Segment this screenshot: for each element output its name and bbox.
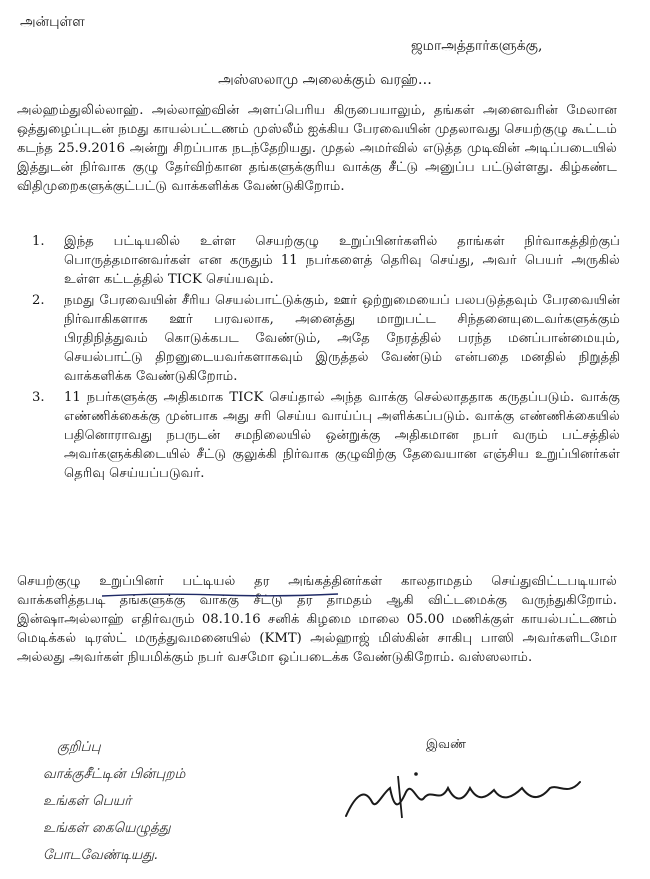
closing-paragraph: செயற்குழு உறுப்பினர் பட்டியல் தர அங்கத்தினர்கள் காலதாமதம் செய்துவிட்டபடியால் வாக்களித்தபடி தங்களுக்கு வாக்கு சீட்டு தர தாமதம் ஆகி விட்டமைக்கு வருந்துகிறோம். இன்ஷாஅல்லாஹ் எதிர்வரும் 08.10.16 சனிக் கிழமை மாலை 05.00 மணிக்குள் காயல்பட்டணம் மெடிக்கல் டிரஸ்ட் மருத்துவமனையில் (KMT) அல்ஹாஜ் மிஸ்கின் சாகிபு பாஸி அவர்களிடமோ அல்லது அவர்கள் நியமிக்கும் நபர் வசமோ ஒப்படைக்க வேண்டுகிறோம். வஸ்ஸலாம். — [17, 574, 617, 665]
rule-item — [32, 232, 620, 289]
rule-text: நமது பேரவையின் சீரிய செயல்பாட்டுக்கும், ஊர் ஒற்றுமையைப் பலபடுத்தவும் பேரவையின் நிர்வாகிகளாக ஊர் பரவலாக, அனைத்து மாறுபட்ட சிந்தனையுடைவர்களுக்கும் பிரதிநித்துவம் கொடுக்கபட வேண்டும், அதே நேரத்தில் பரந்த மனப்பான்மையும், செயல்பாட்டு திறனுடையவர்களாகவும் இருத்தல் வேண்டும் என்பதை மனதில் நிறுத்தி வாக்களிக்க வேண்டுகிறோம். — [64, 293, 620, 384]
note-line: உங்கள் பெயர் — [43, 793, 132, 809]
note-line: வாக்குசீட்டின் பின்புறம் — [43, 766, 186, 782]
salutation-right: ஜமாஅத்தார்களுக்கு, — [411, 38, 543, 54]
pen-underline-mark — [100, 592, 340, 598]
rule-text: இந்த பட்டியலில் உள்ள செயற்குழு உறுப்பினர்களில் தாங்கள் நிர்வாகத்திற்குப் பொருத்தமானவர்கள் என கருதும் 11 நபர்களைத் தெரிவு செய்து, அவர் பெயர் அருகில் உள்ள கட்டத்தில் TICK செய்யவும். — [64, 234, 620, 287]
rules-list — [32, 232, 620, 485]
rule-number: 2. — [32, 293, 45, 308]
salutation-left: அன்புள்ள — [20, 14, 85, 30]
signature-image — [336, 758, 596, 828]
rule-number: 1. — [32, 234, 45, 249]
greeting: அஸ்ஸலாமு அலைக்கும் வரஹ்… — [218, 72, 432, 88]
handwritten-note — [43, 734, 323, 869]
rule-text: 11 நபர்களுக்கு அதிகமாக TICK செய்தால் அந்த வாக்கு செல்லாததாக கருதப்படும். வாக்கு எண்ணிக்கைக்கு முன்பாக அது சரி செய்ய வாய்ப்பு அளிக்கப்படும். வாக்கு எண்ணிக்கையில் பதினொராவது நபருடன் சமநிலையில் ஒன்றுக்கு அதிகமான நபர் வரும் பட்சத்தில் அவர்களுக்கிடையில் சீட்டு குலுக்கி நிர்வாக குழுவிற்கு தேவையான எஞ்சிய உறுப்பினர்கள் தெரிவு செய்யப்படுவர். — [64, 390, 620, 481]
intro-paragraph: அல்ஹம்துலில்லாஹ். அல்லாஹ்வின் அளப்பெரிய கிருபையாலும், தங்கள் அனைவரின் மேலான ஒத்துழைப்புடன் நமது காயல்பட்டணம் முஸ்லீம் ஐக்கிய பேரவையின் முதலாவது செயற்குழு கூட்டம் கடந்த 25.9.2016 அன்று சிறப்பாக நடந்தேறியது. முதல் அமர்வில் எடுத்த முடிவின் அடிப்படையில் இத்துடன் நிர்வாக குழு தேர்விற்கான தங்களுக்குரிய வாக்கு சீட்டு அனுப்ப பட்டுள்ளது. கிழ்கண்ட விதிமுறைகளுக்குட்பட்டு வாக்களிக்க வேண்டுகிறோம். — [17, 103, 617, 194]
rule-number: 3. — [32, 390, 45, 405]
note-line: குறிப்பு — [57, 739, 101, 755]
rule-item — [32, 291, 620, 386]
signoff-label: இவண் — [426, 736, 467, 751]
rule-item — [32, 388, 620, 483]
note-line: உங்கள் கையெழுத்து — [43, 820, 171, 836]
note-line: போடவேண்டியது. — [43, 847, 159, 863]
